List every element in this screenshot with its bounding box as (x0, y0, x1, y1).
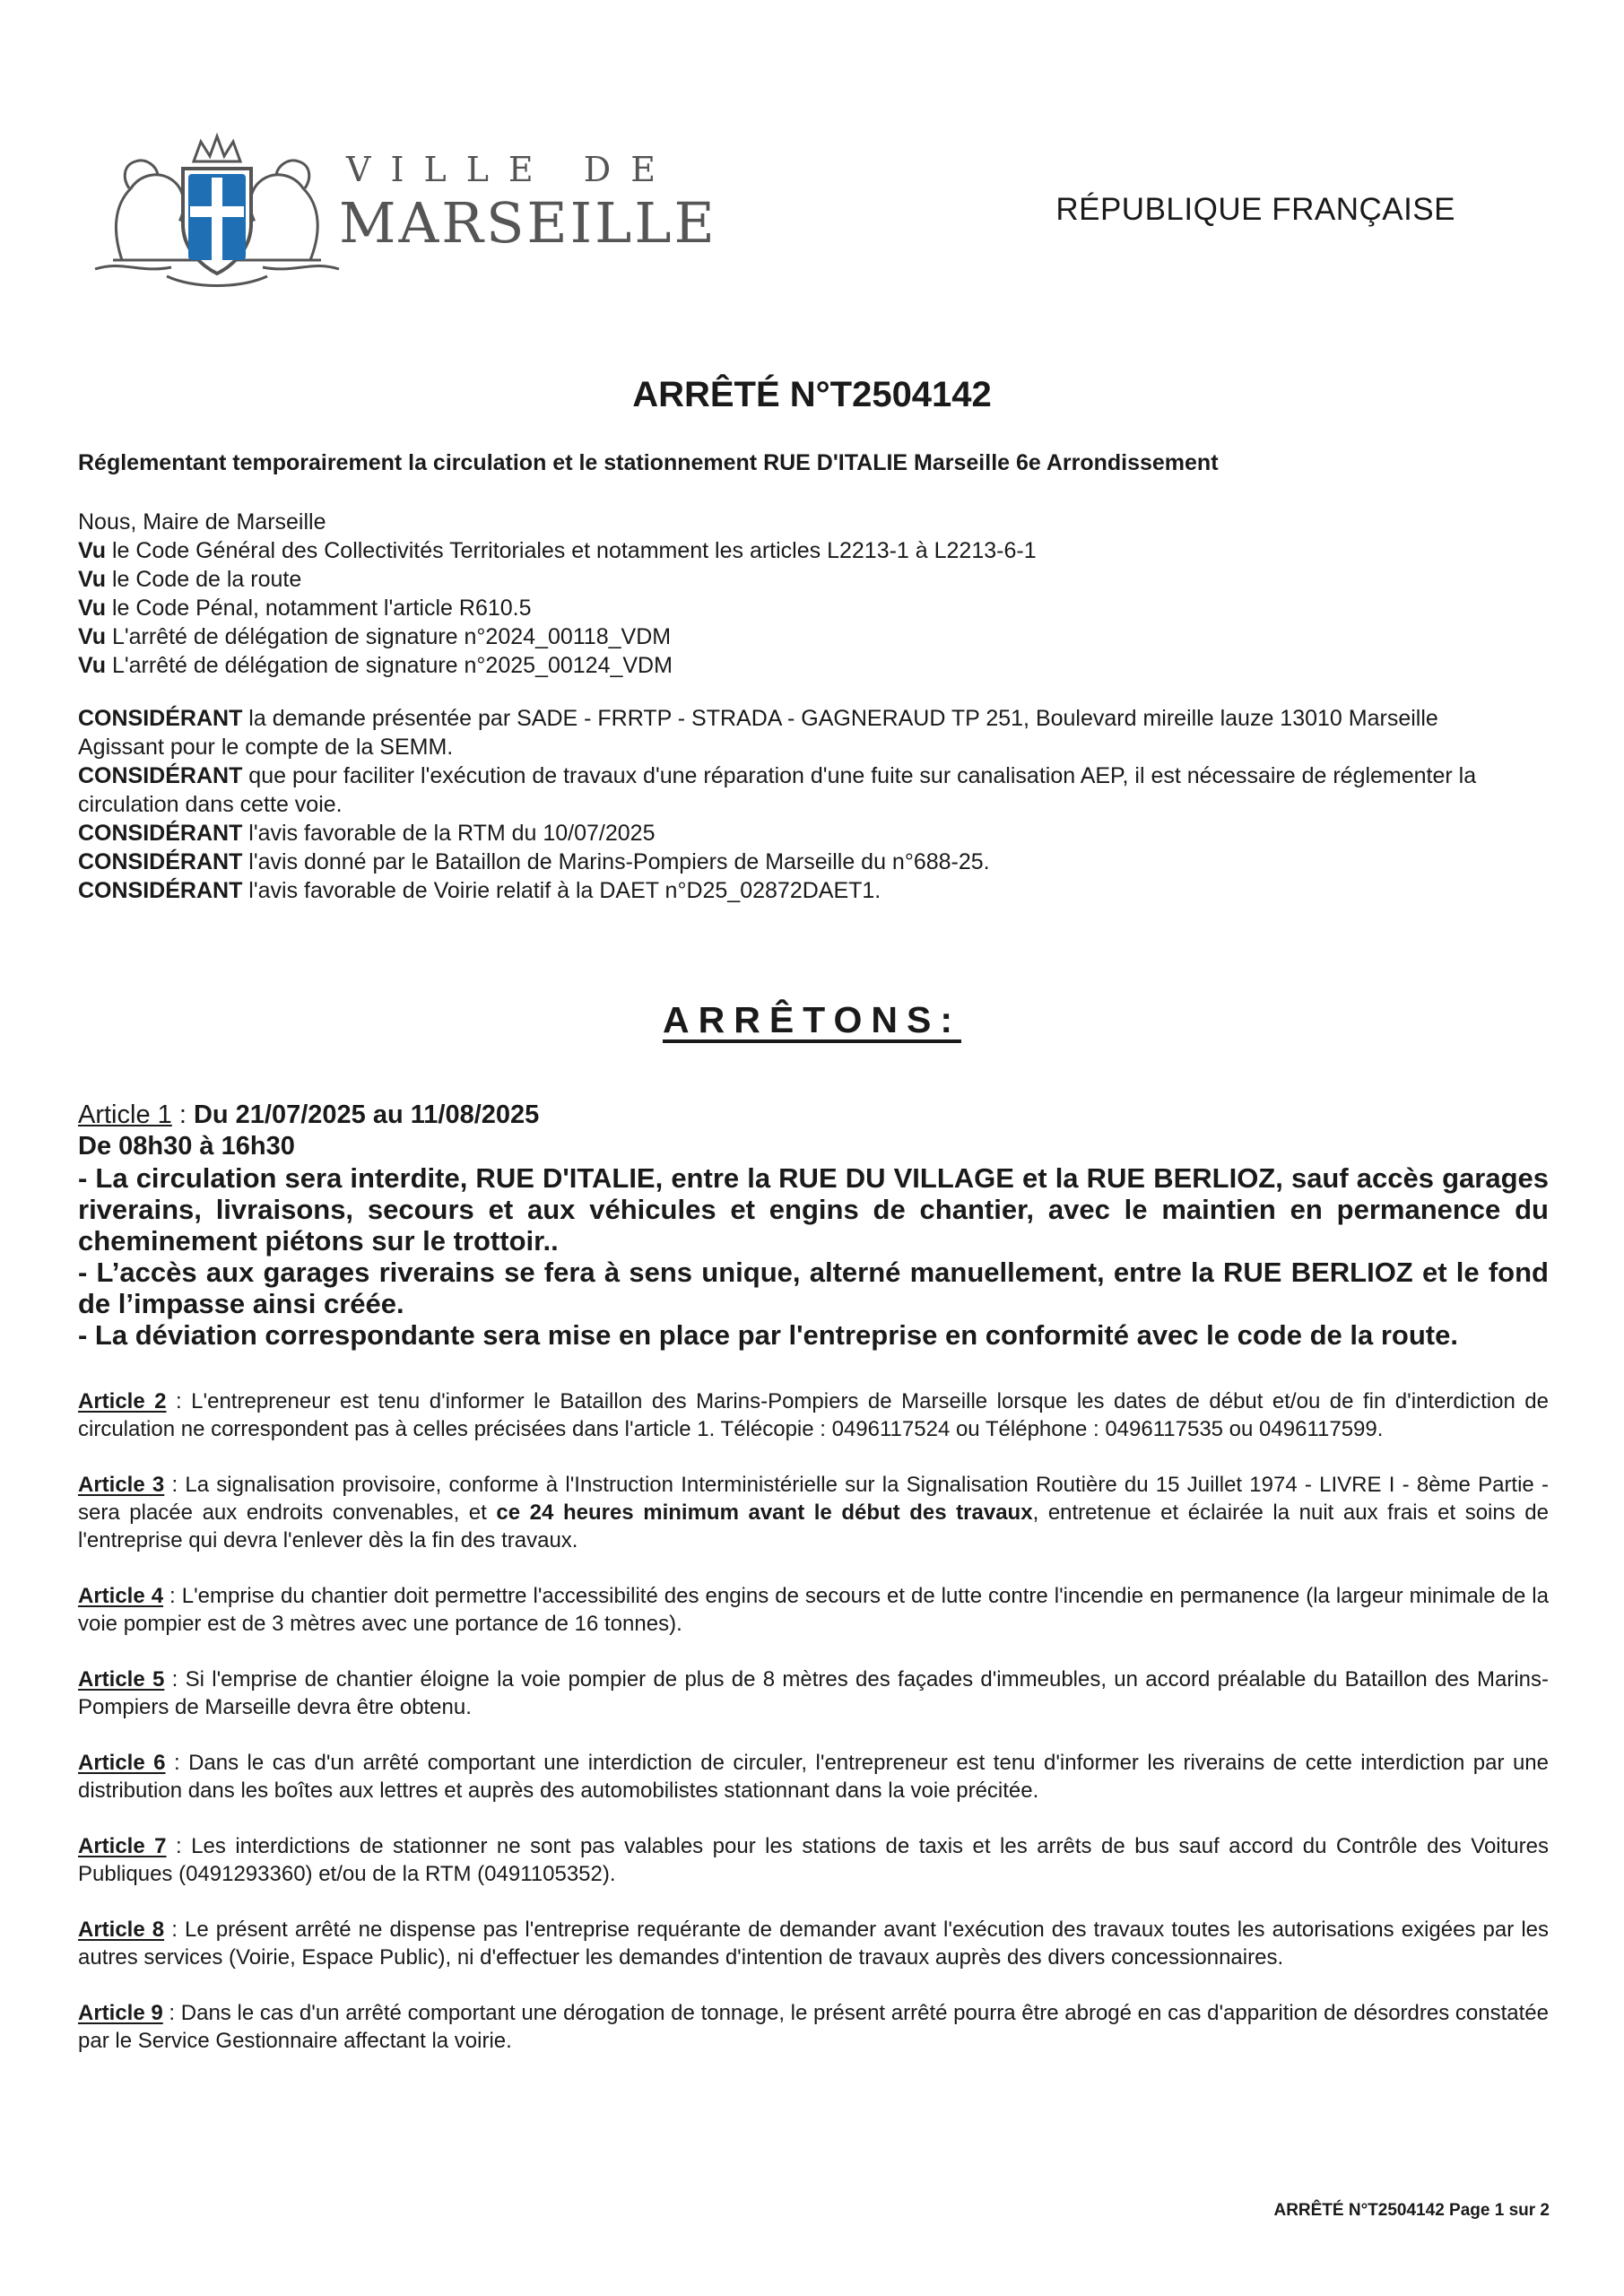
considerant-text: l'avis donné par le Bataillon de Marins-Pompiers de Marseille du n°688-25. (242, 849, 990, 874)
considerant-line (78, 848, 1549, 876)
article-text: : Le présent arrêté ne dispense pas l'entreprise requérante de demander avant l'exécution des travaux toutes les autorisations exigées par les autres services (Voirie, Espace Public), ni d'effectuer les demandes d'intention de travaux auprès des divers concessionnaires. (78, 1918, 1549, 1970)
article-6 (78, 1749, 1549, 1805)
considerant-line (78, 761, 1549, 819)
article-bold-text: ce 24 heures minimum avant le début des travaux (496, 1500, 1033, 1525)
intro-line: Nous, Maire de Marseille (78, 509, 326, 535)
vu-key: Vu (78, 538, 107, 563)
vu-text: le Code de la route (106, 567, 302, 592)
vu-text: L'arrêté de délégation de signature n°2025_00124_VDM (106, 653, 673, 678)
logo-line1: VILLE DE (346, 150, 675, 189)
vu-text: le Code Général des Collectivités Territoriales et notamment les articles L2213-1 à L2213-6-1 (106, 538, 1037, 563)
considerant-text: Agissant pour le compte de la SEMM. (78, 735, 454, 760)
considerant-block (78, 704, 1549, 905)
considerant-text: la demande présentée par SADE - FRRTP - STRADA - GAGNERAUD TP 251, Boulevard mireille lauze 13010 Marseille (242, 706, 1438, 731)
considerant-text: l'avis favorable de la RTM du 10/07/2025 (242, 821, 656, 846)
vu-key: Vu (78, 596, 107, 621)
considerant-key: CONSIDÉRANT (78, 821, 243, 846)
vu-key: Vu (78, 624, 107, 649)
article-1-hours: De 08h30 à 16h30 (78, 1132, 295, 1161)
considerant-line (78, 704, 1549, 733)
article-text: : Les interdictions de stationner ne sont pas valables pour les stations de taxis et les arrêts de bus sauf accord du Contrôle des Voitures Publiques (0491293360) et/ou de la RTM (0491105352). (78, 1834, 1549, 1886)
considerant-line (78, 876, 1549, 905)
article-8 (78, 1916, 1549, 1971)
subtitle: Réglementant temporairement la circulation et le stationnement RUE D'ITALIE Marseille 6e Arrondissement (78, 450, 1219, 475)
arretons-heading (0, 999, 1624, 1041)
vu-line (78, 565, 1549, 594)
considerant-key: CONSIDÉRANT (78, 878, 243, 903)
ville-de-marseille-logo (86, 126, 717, 296)
article-1-sep: : (171, 1100, 194, 1129)
article-label: Article 7 (78, 1834, 167, 1858)
article-label: Article 3 (78, 1473, 165, 1497)
article-label: Article 9 (78, 2001, 163, 2025)
article-5 (78, 1665, 1549, 1721)
arretons-text: ARRÊTONS: (663, 999, 961, 1040)
article-1-paragraph: - L’accès aux garages riverains se fera à sens unique, alterné manuellement, entre la RUE BERLIOZ et le fond de l’impasse ainsi créée. (78, 1257, 1549, 1319)
logo-line2: MARSEILLE (339, 190, 717, 256)
article-text: , entretenue et éclairée la nuit aux frais et soins de l'entreprise qui devra l'enlever dès la fin des travaux. (78, 1500, 1549, 1552)
vu-key: Vu (78, 567, 107, 592)
vu-text: le Code Pénal, notamment l'article R610.5 (106, 596, 532, 621)
article-7 (78, 1832, 1549, 1888)
vu-block (78, 508, 1549, 680)
considerant-line (78, 819, 1549, 848)
vu-key: Vu (78, 653, 107, 678)
article-1 (78, 1100, 1549, 1351)
article-1-paragraph: - La déviation correspondante sera mise en place par l'entreprise en conformité avec le code de la route. (78, 1319, 1458, 1351)
considerant-text: l'avis favorable de Voirie relatif à la DAET n°D25_02872DAET1. (242, 878, 881, 903)
article-1-header (78, 1100, 1549, 1131)
considerant-key: CONSIDÉRANT (78, 763, 243, 788)
articles-list (78, 1387, 1549, 2083)
article-1-dates: Du 21/07/2025 au 11/08/2025 (193, 1100, 540, 1129)
article-label: Article 5 (78, 1667, 165, 1692)
considerant-key: CONSIDÉRANT (78, 849, 243, 874)
article-text: : Si l'emprise de chantier éloigne la voie pompier de plus de 8 mètres des façades d'immeubles, un accord préalable du Bataillon des Marins-Pompiers de Marseille devra être obtenu. (78, 1667, 1549, 1719)
article-4 (78, 1582, 1549, 1638)
article-label: Article 4 (78, 1584, 164, 1608)
considerant-key: CONSIDÉRANT (78, 706, 243, 731)
article-2 (78, 1387, 1549, 1443)
article-3 (78, 1471, 1549, 1554)
article-label: Article 8 (78, 1918, 165, 1942)
article-text: : Dans le cas d'un arrêté comportant une dérogation de tonnage, le présent arrêté pourra être abrogé en cas d'apparition de désordres constatée par le Service Gestionnaire affectant la voirie. (78, 2001, 1549, 2053)
considerant-line (78, 733, 1549, 761)
vu-line (78, 622, 1549, 651)
article-label: Article 2 (78, 1389, 167, 1413)
vu-line (78, 651, 1549, 680)
vu-text: L'arrêté de délégation de signature n°2024_00118_VDM (106, 624, 672, 649)
article-text: : Dans le cas d'un arrêté comportant une interdiction de circuler, l'entrepreneur est tenu d'informer les riverains de cette interdiction par une distribution dans les boîtes aux lettres et auprès des automobilistes stationnant dans la voie précitée. (78, 1751, 1549, 1803)
page-footer: ARRÊTÉ N°T2504142 Page 1 sur 2 (1273, 2201, 1550, 2220)
page-title: ARRÊTÉ N°T2504142 (632, 375, 992, 414)
article-9 (78, 1999, 1549, 2055)
vu-line (78, 536, 1549, 565)
vu-line (78, 594, 1549, 622)
article-text: : L'emprise du chantier doit permettre l'accessibilité des engins de secours et de lutte contre l'incendie en permanence (la largeur minimale de la voie pompier est de 3 mètres avec une portance de 16 tonnes). (78, 1584, 1549, 1636)
article-text: : L'entrepreneur est tenu d'informer le Bataillon des Marins-Pompiers de Marseille lorsque les dates de début et/ou de fin d'interdiction de circulation ne correspondent pas à celles précisées dans l'article 1. Télécopie : 0496117524 ou Téléphone : 0496117535 ou 0496117599. (78, 1389, 1549, 1441)
republique-francaise: RÉPUBLIQUE FRANÇAISE (1055, 192, 1455, 227)
considerant-text: que pour faciliter l'exécution de travaux d'une réparation d'une fuite sur canalisation AEP, il est nécessaire de réglementer la circulation dans cette voie. (78, 763, 1477, 817)
article-1-paragraph: - La circulation sera interdite, RUE D'ITALIE, entre la RUE DU VILLAGE et la RUE BERLIOZ, sauf accès garages riverains, livraisons, secours et aux véhicules et engins de chantier, avec le maintien en permanence du cheminement piétons sur le trottoir.. (78, 1162, 1549, 1257)
article-label: Article 6 (78, 1751, 166, 1775)
article-1-label: Article 1 (78, 1100, 172, 1129)
article-text: : La signalisation provisoire, conforme à l'Instruction Interministérielle sur la Signalisation Routière du 15 Juillet 1974 - LIVRE I - 8ème Partie - sera placée aux endroits convenables, et (78, 1473, 1549, 1525)
